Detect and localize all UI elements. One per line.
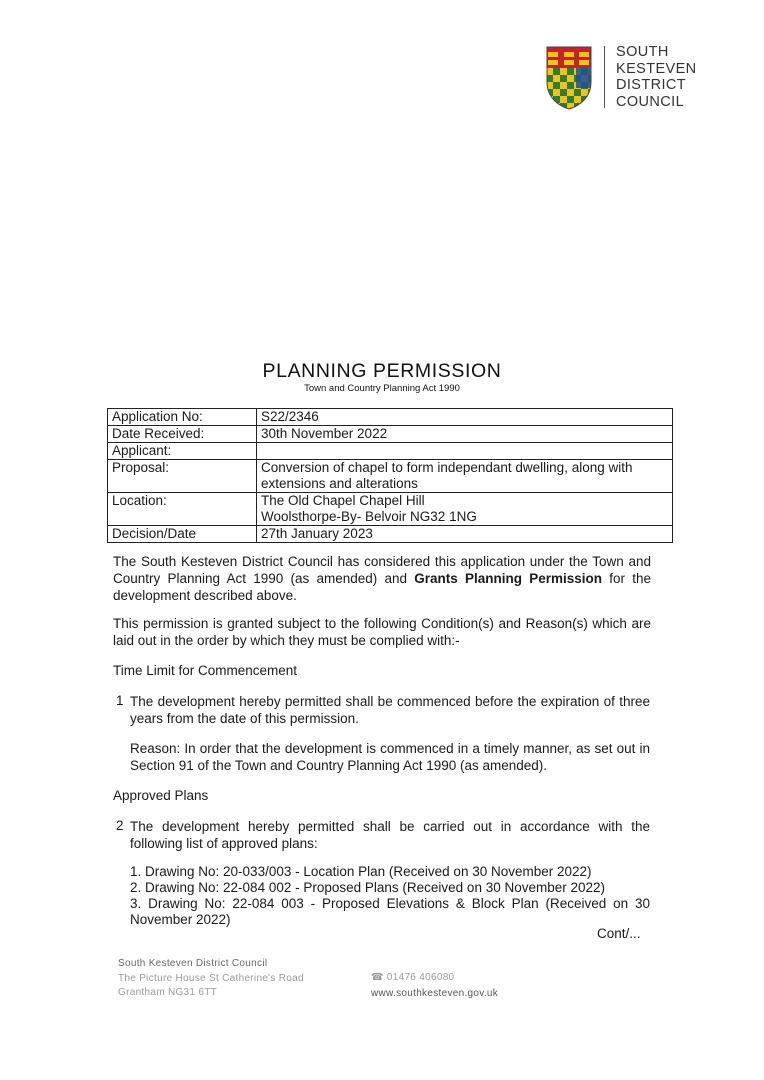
- list-item: 3. Drawing No: 22-084 003 - Proposed Elevations & Block Plan (Received on 30 November 2022): [130, 896, 650, 927]
- logo-divider: [604, 46, 605, 108]
- list-item: 2. Drawing No: 22-084 002 - Proposed Plans (Received on 30 November 2022): [130, 880, 606, 895]
- council-logo: [546, 44, 696, 114]
- application-no-value: S22/2346: [257, 409, 673, 426]
- footer-phone: [371, 970, 498, 986]
- decision-value: 27th January 2023: [257, 526, 673, 543]
- condition-heading: Time Limit for Commencement: [113, 663, 298, 678]
- proposal-label: Proposal:: [108, 460, 257, 493]
- location-line: Woolsthorpe-By- Belvoir NG32 1NG: [261, 509, 477, 524]
- logo-line: SOUTH: [616, 44, 669, 60]
- footer-address: [118, 957, 304, 1001]
- phone-number: 01476 406080: [386, 972, 455, 983]
- decision-label: Decision/Date: [108, 526, 257, 543]
- decision-emphasis: Grants Planning Permission: [414, 571, 603, 586]
- application-details-table: [107, 408, 673, 543]
- proposal-value: Conversion of chapel to form independant dwelling, along with extensions and alterations: [257, 460, 673, 493]
- applicant-value: [257, 443, 673, 460]
- location-label: Location:: [108, 493, 257, 526]
- footer-address-line: Grantham NG31 6TT: [118, 987, 218, 998]
- continued-marker: Cont/...: [597, 926, 641, 941]
- approved-plans-list: [130, 864, 650, 928]
- table-row: [108, 409, 673, 426]
- condition-text: The development hereby permitted shall be carried out in accordance with the following list of approved plans:: [130, 819, 650, 851]
- table-row: [108, 493, 673, 526]
- table-row: [108, 426, 673, 443]
- table-row: [108, 443, 673, 460]
- logo-line: KESTEVEN: [616, 60, 697, 77]
- location-value: [257, 493, 673, 526]
- condition-number: 2: [116, 818, 124, 833]
- application-no-label: Application No:: [108, 409, 257, 426]
- table-row: [108, 526, 673, 543]
- subject-paragraph: This permission is granted subject to the following Condition(s) and Reason(s) which are laid out in the order by which they must be complied with:-: [113, 616, 651, 648]
- intro-paragraph: [113, 553, 651, 604]
- document-title: PLANNING PERMISSION: [262, 360, 502, 382]
- list-item: 1. Drawing No: 20-033/003 - Location Plan (Received on 30 November 2022): [130, 864, 592, 879]
- logo-line: DISTRICT: [616, 77, 687, 93]
- footer-website[interactable]: www.southkesteven.gov.uk: [371, 988, 499, 999]
- date-received-value: 30th November 2022: [257, 426, 673, 443]
- logo-line: COUNCIL: [616, 93, 685, 110]
- condition-text: The development hereby permitted shall be commenced before the expiration of three years from the date of this permission.: [130, 694, 650, 726]
- condition-reason: Reason: In order that the development is commenced in a timely manner, as set out in Section 91 of the Town and Country Planning Act 1990 (as amended).: [130, 741, 650, 773]
- date-received-label: Date Received:: [108, 426, 257, 443]
- footer-address-line: The Picture House St Catherine's Road: [118, 972, 304, 984]
- table-row: [108, 460, 673, 493]
- intro-text: The South Kesteven District Council has considered this application under the Town and Country Planning Act 1990 (as amended) and: [113, 554, 651, 586]
- condition-heading: Approved Plans: [113, 788, 209, 803]
- council-name: [616, 44, 697, 110]
- condition-number: 1: [116, 693, 124, 708]
- telephone-icon: ☎: [371, 972, 384, 983]
- intro-text: for the development described above.: [113, 571, 651, 603]
- council-crest-icon: [546, 46, 592, 110]
- document-subtitle: Town and Country Planning Act 1990: [304, 383, 460, 394]
- location-line: The Old Chapel Chapel Hill: [261, 493, 425, 508]
- footer-org: South Kesteven District Council: [118, 958, 268, 969]
- applicant-label: Applicant:: [108, 443, 257, 460]
- footer-contact: [371, 970, 498, 1002]
